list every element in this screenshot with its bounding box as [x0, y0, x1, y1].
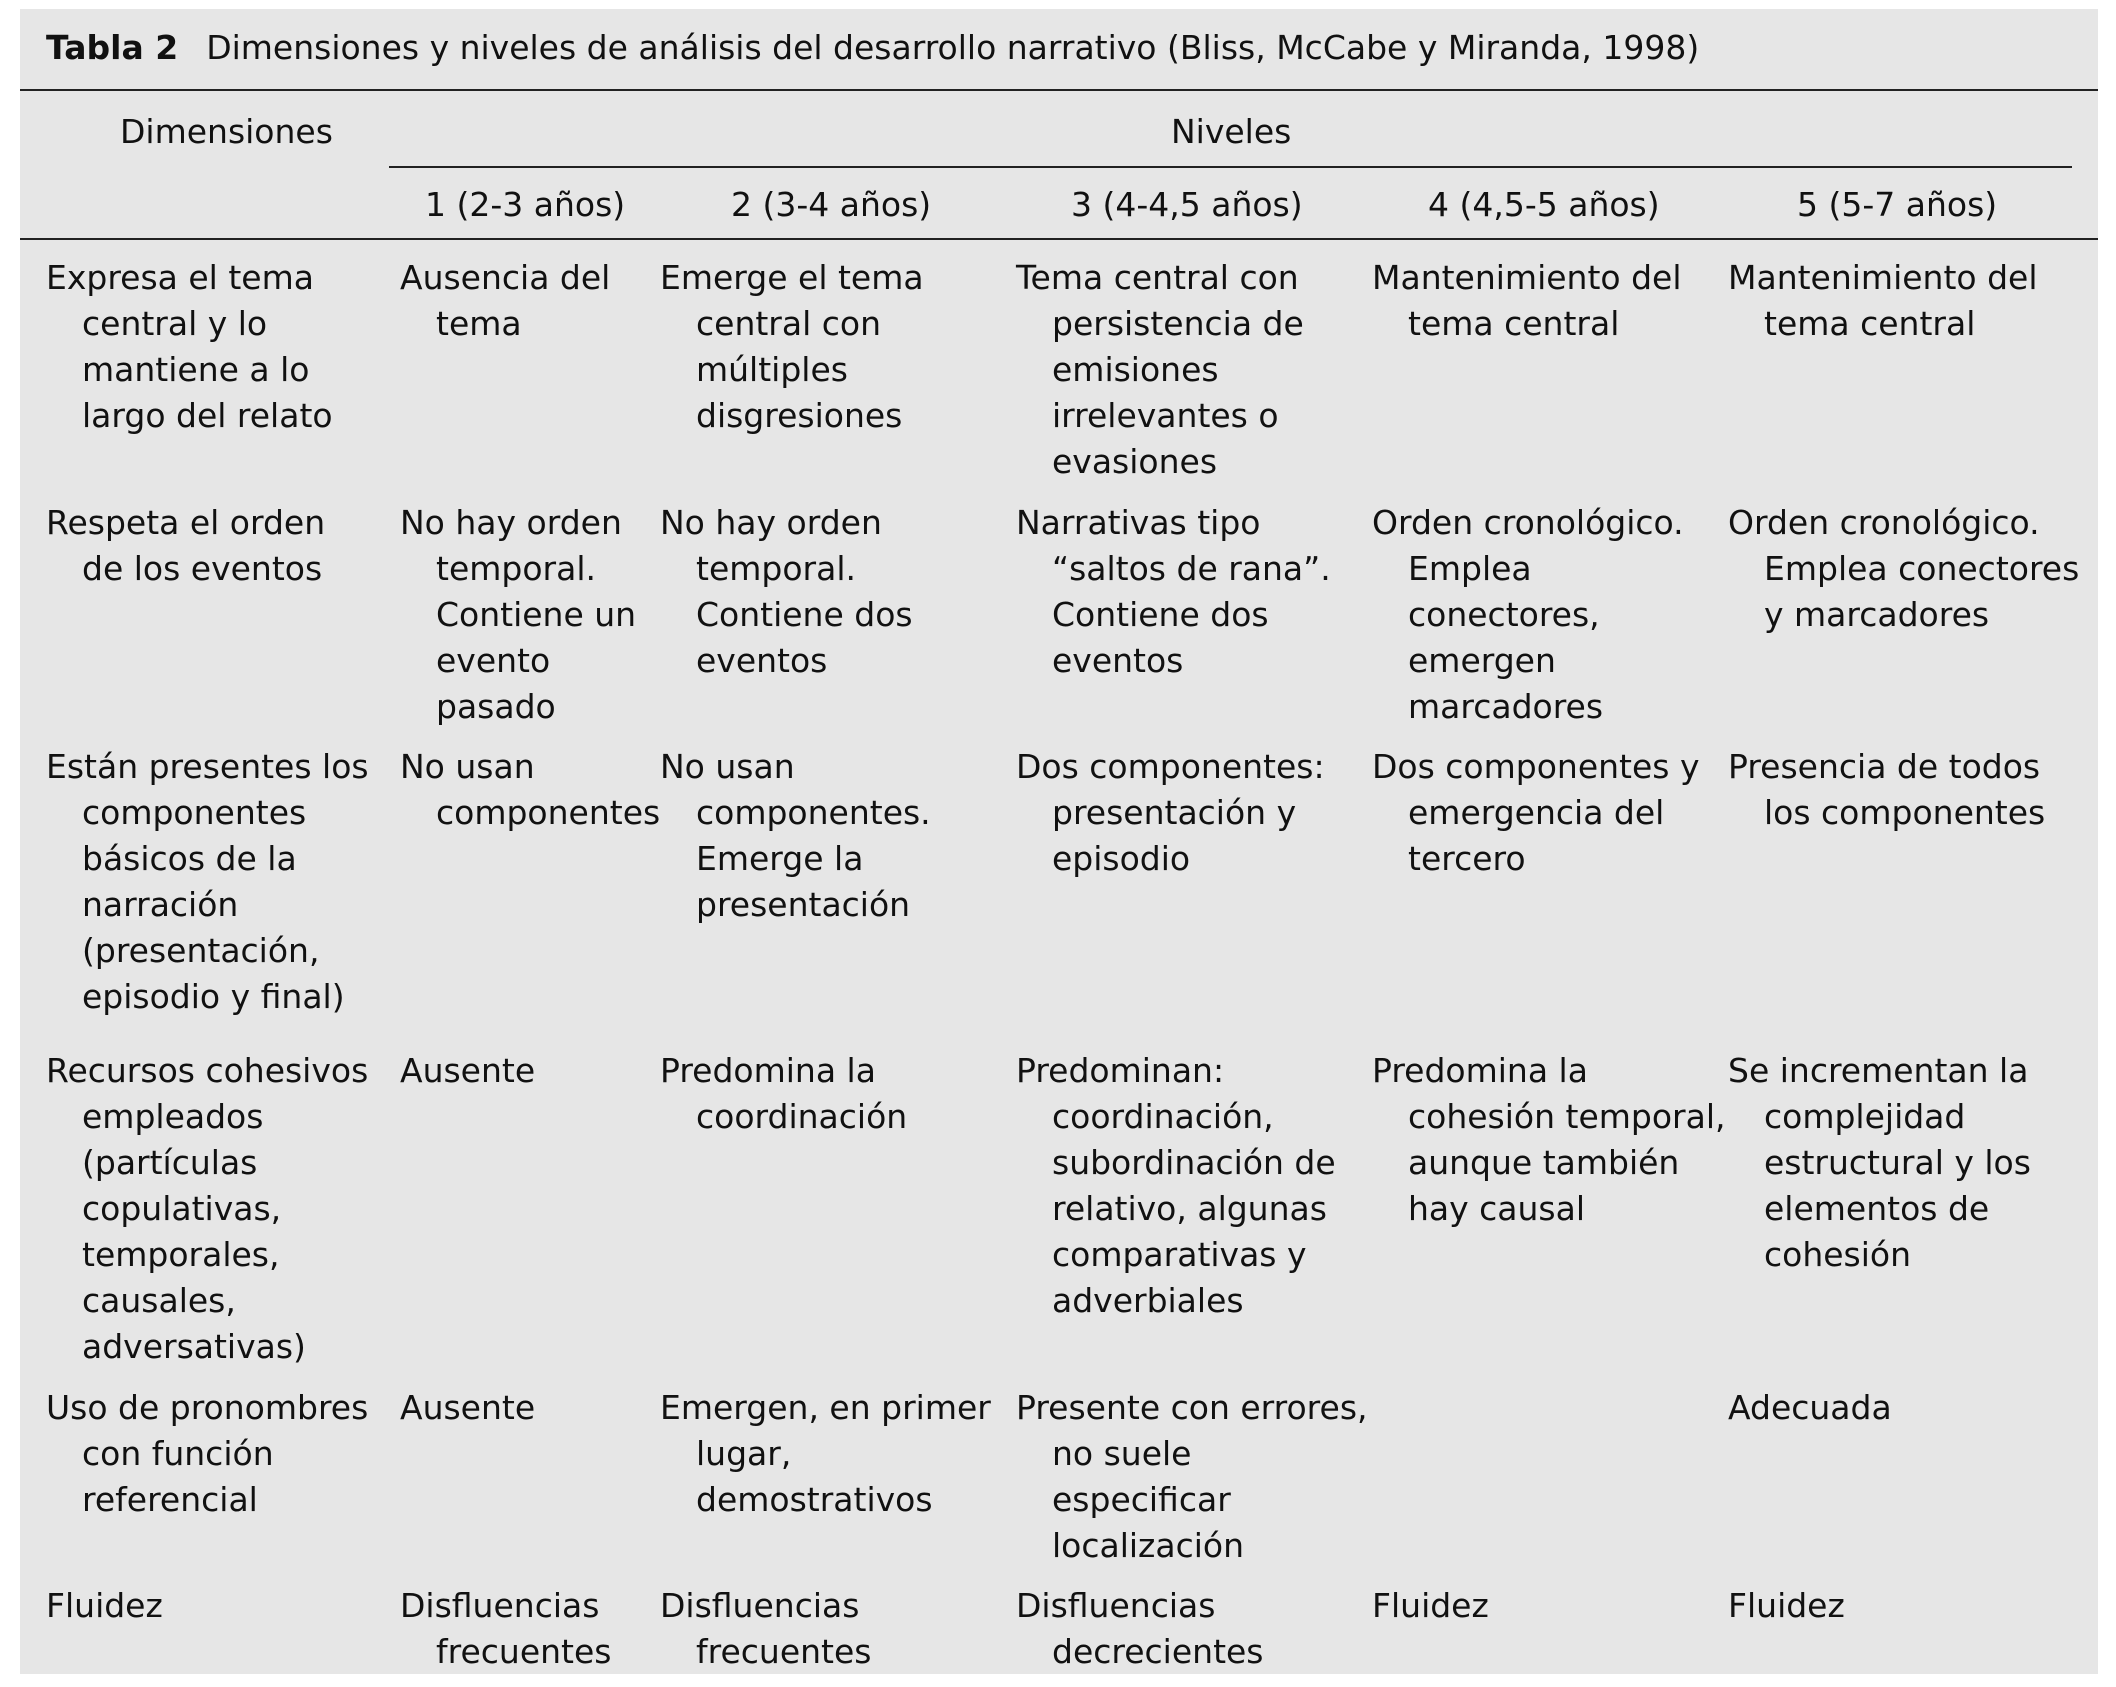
cell-line: coordinación — [696, 1097, 908, 1136]
cell-line: empleados — [82, 1097, 264, 1136]
level-header: 5 (5-7 años) — [1797, 185, 1998, 224]
cell-line: emisiones — [1052, 350, 1219, 389]
level-cell — [1016, 1048, 1336, 1324]
cell-line: episodio y final) — [82, 977, 345, 1016]
cell-line: causales, — [82, 1281, 236, 1320]
level-cell — [1372, 1048, 1725, 1232]
level-header: 2 (3-4 años) — [731, 185, 932, 224]
cell-line: eventos — [696, 641, 828, 680]
cell-line: especificar — [1052, 1480, 1231, 1519]
cell-line: coordinación, — [1052, 1097, 1274, 1136]
cell-line: hay causal — [1408, 1189, 1586, 1228]
cell-line: Disfluencias — [400, 1586, 600, 1625]
dimension-cell — [46, 744, 369, 1020]
cell-line: No hay orden — [400, 503, 622, 542]
table-label: Tabla 2 — [46, 28, 179, 67]
table-title: Dimensiones y niveles de análisis del desarrollo narrativo (Bliss, McCabe y Miranda, 1998) — [206, 28, 1700, 67]
cell-line: componentes — [436, 793, 661, 832]
cell-line: frecuentes — [696, 1632, 872, 1671]
cell-line: tema central — [1764, 304, 1976, 343]
cell-line: conectores, — [1408, 595, 1600, 634]
cell-line: marcadores — [1408, 687, 1604, 726]
cell-line: Dos componentes: — [1016, 747, 1325, 786]
cell-line: No usan — [400, 747, 535, 786]
cell-line: Orden cronológico. — [1728, 503, 2040, 542]
dimension-cell — [46, 1583, 163, 1629]
cell-line: Emergen, en primer — [660, 1388, 991, 1427]
cell-line: decrecientes — [1052, 1632, 1264, 1671]
level-cell — [660, 1583, 871, 1675]
cell-line: Emerge el tema — [660, 258, 924, 297]
level-cell — [1016, 255, 1304, 485]
cell-line: frecuentes — [436, 1632, 612, 1671]
level-cell — [1016, 1583, 1264, 1675]
level-cell — [660, 744, 931, 928]
levels-rule — [389, 166, 2072, 168]
cell-line: componentes. — [696, 793, 931, 832]
level-cell — [660, 255, 924, 439]
level-cell — [1728, 1385, 1892, 1431]
cell-line: aunque también — [1408, 1143, 1680, 1182]
level-header: 4 (4,5-5 años) — [1428, 185, 1660, 224]
cell-line: no suele — [1052, 1434, 1192, 1473]
cell-line: irrelevantes o — [1052, 396, 1279, 435]
dimensions-header: Dimensiones — [120, 112, 333, 151]
cell-line: tema central — [1408, 304, 1620, 343]
level-cell — [1728, 744, 2045, 836]
cell-line: Están presentes los — [46, 747, 369, 786]
level-header: 3 (4-4,5 años) — [1071, 185, 1303, 224]
cell-line: Presente con errores, — [1016, 1388, 1368, 1427]
cell-line: Mantenimiento del — [1728, 258, 2038, 297]
level-cell — [1372, 744, 1700, 882]
level-cell — [1372, 500, 1684, 730]
level-cell — [1728, 1583, 1845, 1629]
cell-line: con función — [82, 1434, 274, 1473]
levels-header: Niveles — [1171, 112, 1292, 151]
cell-line: Predominan: — [1016, 1051, 1225, 1090]
cell-line: Fluidez — [1728, 1586, 1845, 1625]
cell-line: Mantenimiento del — [1372, 258, 1682, 297]
cell-line: componentes — [82, 793, 307, 832]
cell-line: complejidad — [1764, 1097, 1966, 1136]
level-cell — [1372, 255, 1682, 347]
cell-line: localización — [1052, 1526, 1245, 1565]
cell-line: No usan — [660, 747, 795, 786]
cell-line: adverbiales — [1052, 1281, 1244, 1320]
cell-line: Presencia de todos — [1728, 747, 2041, 786]
cell-line: central con — [696, 304, 881, 343]
cell-line: los componentes — [1764, 793, 2046, 832]
cell-line: y marcadores — [1764, 595, 1990, 634]
cell-line: presentación — [696, 885, 911, 924]
cell-line: cohesión — [1764, 1235, 1912, 1274]
cell-line: Uso de pronombres — [46, 1388, 369, 1427]
cell-line: Respeta el orden — [46, 503, 326, 542]
cell-line: largo del relato — [82, 396, 333, 435]
level-cell — [1016, 1385, 1368, 1569]
cell-line: cohesión temporal, — [1408, 1097, 1726, 1136]
header-rule — [20, 238, 2098, 240]
level-cell — [660, 500, 913, 684]
cell-line: Fluidez — [1372, 1586, 1489, 1625]
level-cell — [400, 255, 610, 347]
level-cell — [660, 1385, 991, 1523]
cell-line: narración — [82, 885, 239, 924]
cell-line: estructural y los — [1764, 1143, 2031, 1182]
cell-line: referencial — [82, 1480, 258, 1519]
cell-line: Adecuada — [1728, 1388, 1892, 1427]
cell-line: tercero — [1408, 839, 1526, 878]
cell-line: temporal. — [436, 549, 596, 588]
cell-line: Contiene dos — [696, 595, 913, 634]
cell-line: Disfluencias — [1016, 1586, 1216, 1625]
level-cell — [400, 500, 636, 730]
cell-line: Predomina la — [660, 1051, 876, 1090]
cell-line: Narrativas tipo — [1016, 503, 1261, 542]
cell-line: Emplea conectores — [1764, 549, 2080, 588]
dimension-cell — [46, 255, 333, 439]
cell-line: emergencia del — [1408, 793, 1665, 832]
cell-line: básicos de la — [82, 839, 297, 878]
cell-line: Orden cronológico. — [1372, 503, 1684, 542]
cell-line: de los eventos — [82, 549, 323, 588]
cell-line: Emerge la — [696, 839, 864, 878]
dimension-cell — [46, 500, 325, 592]
dimension-cell — [46, 1048, 368, 1370]
level-cell — [1728, 255, 2038, 347]
cell-line: Tema central con — [1016, 258, 1299, 297]
level-cell — [1372, 1583, 1489, 1629]
cell-line: Recursos cohesivos — [46, 1051, 369, 1090]
level-cell — [1728, 1048, 2031, 1278]
level-cell — [1016, 500, 1331, 684]
cell-line: Se incrementan la — [1728, 1051, 2029, 1090]
cell-line: Dos componentes y — [1372, 747, 1700, 786]
cell-line: Emplea — [1408, 549, 1532, 588]
cell-line: copulativas, — [82, 1189, 282, 1228]
cell-line: (presentación, — [82, 931, 320, 970]
cell-line: Disfluencias — [660, 1586, 860, 1625]
cell-line: Contiene un — [436, 595, 637, 634]
cell-line: temporal. — [696, 549, 856, 588]
cell-line: elementos de — [1764, 1189, 1990, 1228]
level-cell — [660, 1048, 907, 1140]
cell-line: “saltos de rana”. — [1052, 549, 1331, 588]
cell-line: tema — [436, 304, 522, 343]
level-cell — [400, 1385, 535, 1431]
cell-line: múltiples — [696, 350, 848, 389]
top-rule — [20, 89, 2098, 91]
cell-line: Fluidez — [46, 1586, 163, 1625]
cell-line: central y lo — [82, 304, 268, 343]
cell-line: (partículas — [82, 1143, 258, 1182]
level-cell — [400, 1583, 611, 1675]
cell-line: temporales, — [82, 1235, 280, 1274]
cell-line: relativo, algunas — [1052, 1189, 1327, 1228]
cell-line: emergen — [1408, 641, 1556, 680]
cell-line: Ausente — [400, 1051, 536, 1090]
cell-line: adversativas) — [82, 1327, 306, 1366]
cell-line: lugar, — [696, 1434, 792, 1473]
cell-line: evasiones — [1052, 442, 1218, 481]
cell-line: demostrativos — [696, 1480, 933, 1519]
cell-line: No hay orden — [660, 503, 882, 542]
level-header: 1 (2-3 años) — [425, 185, 626, 224]
cell-line: presentación y — [1052, 793, 1297, 832]
cell-line: persistencia de — [1052, 304, 1304, 343]
cell-line: Predomina la — [1372, 1051, 1588, 1090]
cell-line: eventos — [1052, 641, 1184, 680]
cell-line: evento — [436, 641, 551, 680]
dimension-cell — [46, 1385, 368, 1523]
cell-line: subordinación de — [1052, 1143, 1336, 1182]
level-cell — [1728, 500, 2079, 638]
cell-line: comparativas y — [1052, 1235, 1307, 1274]
cell-line: episodio — [1052, 839, 1191, 878]
cell-line: Expresa el tema — [46, 258, 314, 297]
cell-line: Ausencia del — [400, 258, 611, 297]
cell-line: pasado — [436, 687, 556, 726]
cell-line: Ausente — [400, 1388, 536, 1427]
cell-line: disgresiones — [696, 396, 903, 435]
level-cell — [400, 744, 660, 836]
level-cell — [400, 1048, 535, 1094]
table-caption — [46, 26, 1699, 70]
level-cell — [1016, 744, 1325, 882]
cell-line: mantiene a lo — [82, 350, 310, 389]
cell-line: Contiene dos — [1052, 595, 1269, 634]
